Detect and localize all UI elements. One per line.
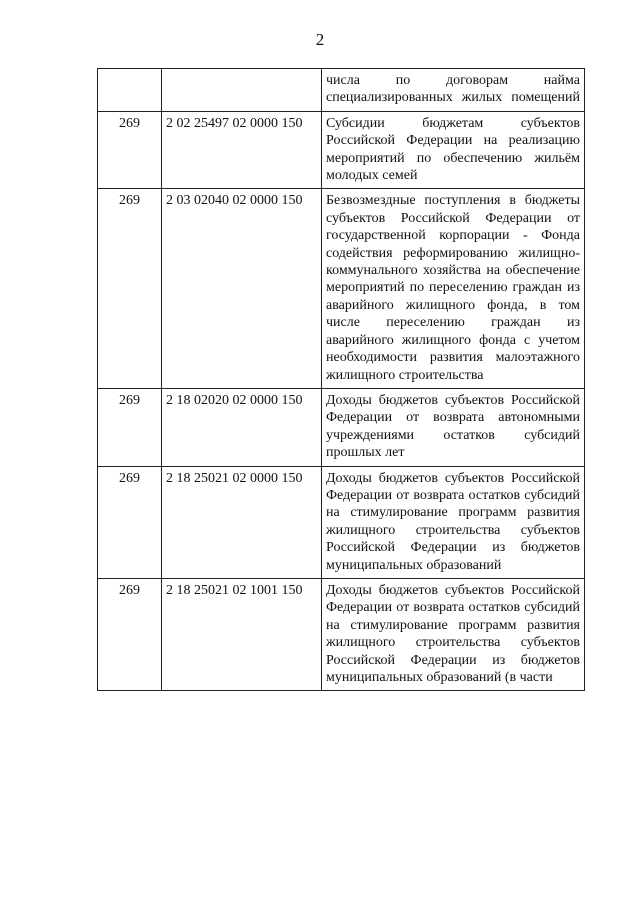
revenue-name-cell — [322, 111, 585, 189]
revenue-code-cell: 2 18 25021 02 0000 150 — [162, 466, 322, 578]
revenue-codes-table — [97, 68, 585, 691]
revenue-name-cell — [322, 388, 585, 466]
table-row — [98, 578, 585, 690]
revenue-code-cell: 2 18 02020 02 0000 150 — [162, 388, 322, 466]
revenue-code-cell: 2 03 02040 02 0000 150 — [162, 189, 322, 388]
table-row — [98, 466, 585, 578]
revenue-name-text: Доходы бюджетов субъектов Российской Федерации от возврата автономными учреждениями остатков субсидий прошлых лет — [326, 392, 580, 461]
admin-code-cell: 269 — [98, 111, 162, 189]
admin-code-cell — [98, 69, 162, 112]
page-number: 2 — [315, 30, 325, 49]
revenue-name-cell — [322, 578, 585, 690]
revenue-name-text: числа по договорам найма специализированных жилых помещений — [326, 73, 580, 106]
table-row — [98, 111, 585, 189]
revenue-name-text: Доходы бюджетов субъектов Российской Федерации от возврата остатков субсидий на стимулирование программ развития жилищного строительства субъектов Российской Федерации из бюджетов муниципальных образований — [326, 470, 580, 573]
revenue-name-text: Субсидии бюджетам субъектов Российской Федерации на реализацию мероприятий по обеспечению жильём молодых семей — [326, 115, 580, 184]
revenue-name-cell — [322, 189, 585, 388]
revenue-code-cell — [162, 69, 322, 112]
revenue-code-cell: 2 02 25497 02 0000 150 — [162, 111, 322, 189]
revenue-name-text: Безвозмездные поступления в бюджеты субъектов Российской Федерации от государственной корпорации - Фонда содействия реформированию жилищно-коммунального хозяйства на обеспечение мероприятий по переселению граждан из аварийного жилищного фонда, в том числе переселению граждан из аварийного жилищного фонда с учетом необходимости развития малоэтажного жилищного строительства — [326, 193, 580, 383]
table-row — [98, 388, 585, 466]
table-row — [98, 189, 585, 388]
revenue-name-cell — [322, 69, 585, 112]
admin-code-cell: 269 — [98, 578, 162, 690]
revenue-name-cell — [322, 466, 585, 578]
admin-code-cell: 269 — [98, 189, 162, 388]
table-row — [98, 69, 585, 112]
admin-code-cell: 269 — [98, 466, 162, 578]
revenue-name-text: Доходы бюджетов субъектов Российской Федерации от возврата остатков субсидий на стимулирование программ развития жилищного строительства субъектов Российской Федерации из бюджетов муниципальных образований (в части — [326, 582, 580, 685]
revenue-code-cell: 2 18 25021 02 1001 150 — [162, 578, 322, 690]
admin-code-cell: 269 — [98, 388, 162, 466]
